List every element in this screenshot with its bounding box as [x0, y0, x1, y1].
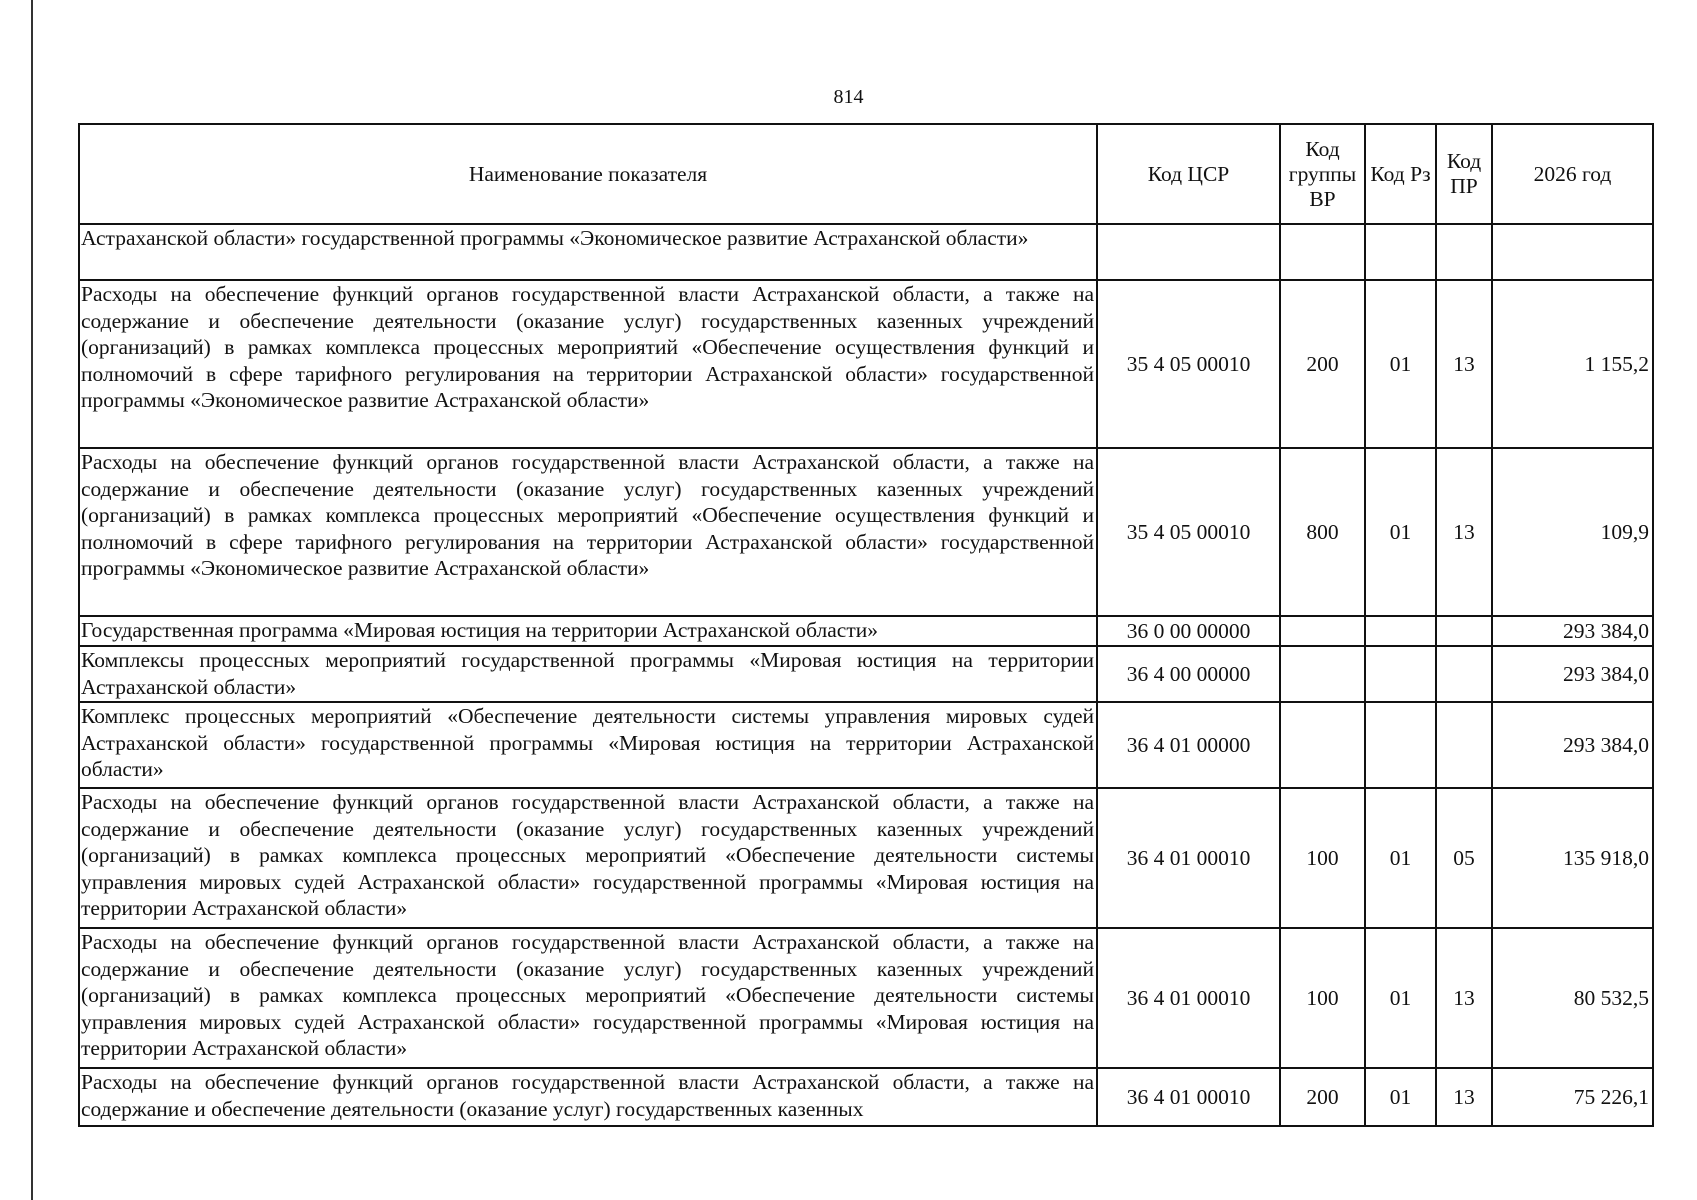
header-csr: Код ЦСР [1098, 125, 1281, 225]
row-rz [1366, 617, 1437, 647]
header-year: 2026 год [1493, 125, 1652, 225]
header-rz: Код Рз [1366, 125, 1437, 225]
row-csr [1098, 225, 1281, 281]
row-csr: 36 4 01 00010 [1098, 929, 1281, 1069]
row-rz: 01 [1366, 1069, 1437, 1125]
row-amount: 80 532,5 [1493, 929, 1652, 1069]
row-amount: 293 384,0 [1493, 647, 1652, 703]
row-vr: 100 [1281, 929, 1366, 1069]
row-amount: 109,9 [1493, 449, 1652, 617]
header-name: Наименование показателя [80, 125, 1098, 225]
row-name: Комплексы процессных мероприятий государственной программы «Мировая юстиция на территории Астраханской области» [80, 647, 1098, 703]
row-amount: 75 226,1 [1573, 1084, 1649, 1109]
row-rz [1366, 647, 1437, 703]
budget-table [78, 123, 1654, 1127]
row-csr: 36 4 00 00000 [1098, 647, 1281, 703]
table-row [80, 449, 1652, 617]
row-name: Расходы на обеспечение функций органов государственной власти Астраханской области, а также на содержание и обеспечение деятельности (оказание услуг) государственных казенных учреждений (организаций) в рамках комплекса процессных мероприятий «Обеспечение осуществления функций и полномочий в сфере тарифного регулирования на территории Астраханской области» государственной программы «Экономическое развитие Астраханской области» [80, 449, 1098, 617]
table-row [80, 789, 1652, 929]
row-csr: 36 0 00 00000 [1098, 617, 1281, 647]
row-name: Расходы на обеспечение функций органов государственной власти Астраханской области, а также на содержание и обеспечение деятельности (оказание услуг) государственных казенных [80, 1069, 1098, 1125]
row-pr: 13 [1437, 449, 1493, 617]
row-pr: 05 [1437, 789, 1493, 929]
row-amount: 293 384,0 [1493, 617, 1652, 647]
row-pr [1437, 225, 1493, 281]
row-name: Расходы на обеспечение функций органов государственной власти Астраханской области, а также на содержание и обеспечение деятельности (оказание услуг) государственных казенных учреждений (организаций) в рамках комплекса процессных мероприятий «Обеспечение деятельности системы управления мировых судей Астраханской области» государственной программы «Мировая юстиция на территории Астраханской области» [80, 789, 1098, 929]
row-rz: 01 [1366, 929, 1437, 1069]
row-amount: 1 155,2 [1493, 281, 1652, 449]
row-csr: 35 4 05 00010 [1098, 449, 1281, 617]
table-row [80, 1069, 1652, 1125]
row-csr: 36 4 01 00000 [1098, 703, 1281, 789]
row-vr [1281, 703, 1366, 789]
row-rz: 01 [1366, 789, 1437, 929]
row-csr: 36 4 01 00010 [1098, 1069, 1281, 1125]
table-row [80, 281, 1652, 449]
row-pr: 13 [1437, 1069, 1493, 1125]
table-row [80, 647, 1652, 703]
table-header-row [80, 125, 1652, 225]
table-row [80, 929, 1652, 1069]
row-vr [1281, 225, 1366, 281]
row-vr: 200 [1281, 1069, 1366, 1125]
row-name: Расходы на обеспечение функций органов государственной власти Астраханской области, а также на содержание и обеспечение деятельности (оказание услуг) государственных казенных учреждений (организаций) в рамках комплекса процессных мероприятий «Обеспечение деятельности системы управления мировых судей Астраханской области» государственной программы «Мировая юстиция на территории Астраханской области» [80, 929, 1098, 1069]
table-row [80, 703, 1652, 789]
row-csr: 36 4 01 00010 [1098, 789, 1281, 929]
row-rz: 01 [1366, 449, 1437, 617]
row-vr: 200 [1281, 281, 1366, 449]
row-amount: 293 384,0 [1493, 703, 1652, 789]
row-vr [1281, 647, 1366, 703]
row-pr [1437, 617, 1493, 647]
row-rz: 01 [1366, 281, 1437, 449]
row-name: Астраханской области» государственной программы «Экономическое развитие Астраханской области» [80, 225, 1098, 281]
table-row [80, 617, 1652, 647]
binding-margin-line [31, 0, 33, 1200]
row-csr: 35 4 05 00010 [1098, 281, 1281, 449]
row-rz [1366, 703, 1437, 789]
row-amount: 135 918,0 [1493, 789, 1652, 929]
row-vr: 100 [1281, 789, 1366, 929]
row-name: Государственная программа «Мировая юстиция на территории Астраханской области» [80, 617, 1098, 647]
row-name: Расходы на обеспечение функций органов государственной власти Астраханской области, а также на содержание и обеспечение деятельности (оказание услуг) государственных казенных учреждений (организаций) в рамках комплекса процессных мероприятий «Обеспечение осуществления функций и полномочий в сфере тарифного регулирования на территории Астраханской области» государственной программы «Экономическое развитие Астраханской области» [80, 281, 1098, 449]
row-pr: 13 [1437, 281, 1493, 449]
row-name: Комплекс процессных мероприятий «Обеспечение деятельности системы управления мировых судей Астраханской области» государственной программы «Мировая юстиция на территории Астраханской области» [80, 703, 1098, 789]
row-rz [1366, 225, 1437, 281]
header-pr: Код ПР [1437, 125, 1493, 225]
row-vr: 800 [1281, 449, 1366, 617]
header-vr: Код группы ВР [1281, 125, 1366, 225]
row-vr [1281, 617, 1366, 647]
row-pr [1437, 703, 1493, 789]
row-pr [1437, 647, 1493, 703]
page-number: 814 [833, 86, 864, 108]
row-amount [1493, 225, 1652, 281]
table-row [80, 225, 1652, 281]
row-pr: 13 [1437, 929, 1493, 1069]
